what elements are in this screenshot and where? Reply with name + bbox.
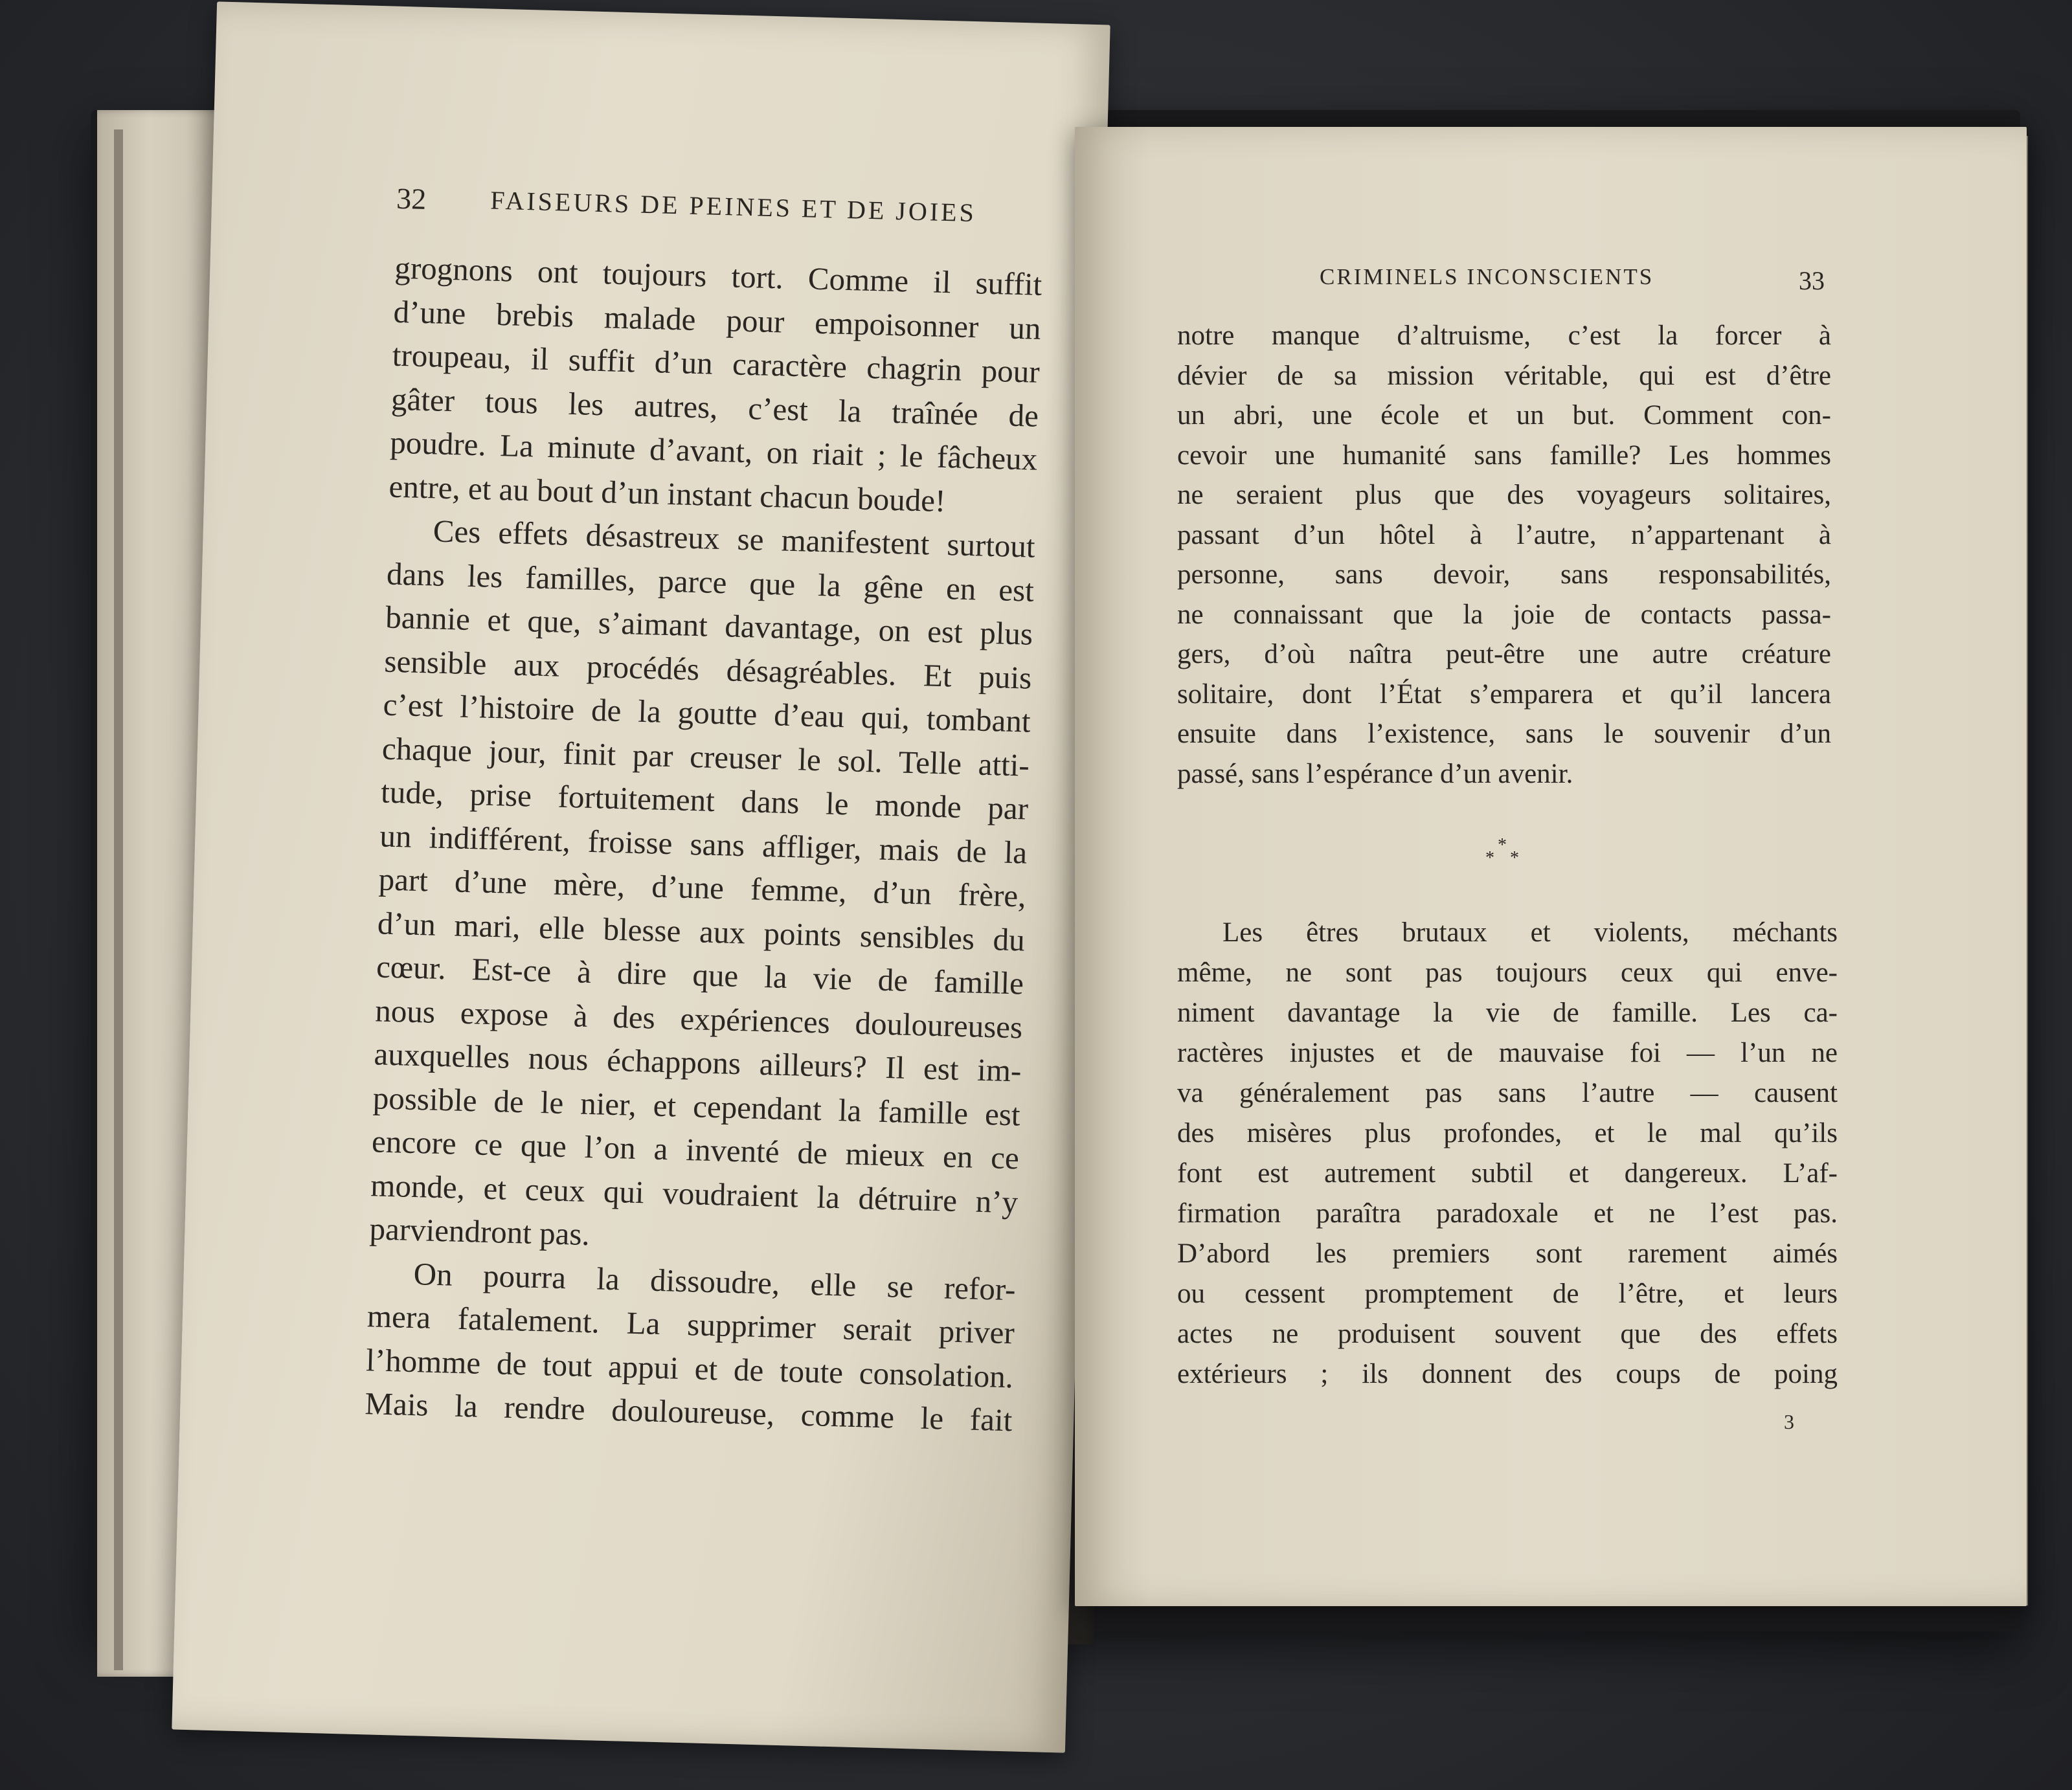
text-line: On pourra la dissoudre, elle se refor-: [413, 1255, 1017, 1307]
left-page-number: 32: [396, 181, 427, 216]
text-line: bannie et que, s’aimant davantage, on est plus: [385, 599, 1033, 652]
text-line: auxquelles nous échappons ailleurs? Il est im-: [373, 1036, 1022, 1089]
text-line: chaque jour, finit par creuser le sol. Telle atti-: [381, 730, 1030, 783]
right-running-head: CRIMINELS INCONSCIENTS: [1320, 264, 1654, 289]
text-line: c’est l’histoire de la goutte d’eau qui, tombant: [383, 686, 1031, 739]
text-line: va généralement pas sans l’autre — causent: [1177, 1078, 1838, 1108]
text-line: firmation paraîtra paradoxale et ne l’est pas.: [1177, 1198, 1838, 1229]
text-line: passant d’un hôtel à l’autre, n’appartenant à: [1177, 519, 1831, 550]
text-line: passé, sans l’espérance d’un avenir.: [1177, 758, 1573, 789]
text-line: dévier de sa mission véritable, qui est d’être: [1177, 360, 1831, 391]
text-line: solitaire, dont l’État s’emparera et qu’il lancera: [1177, 678, 1831, 710]
right-page-number: 33: [1799, 266, 1825, 295]
left-page-text: [365, 246, 1042, 1442]
text-line: gers, d’où naîtra peut-être une autre créature: [1177, 639, 1831, 669]
text-line: un indifférent, froisse sans affliger, mais de la: [379, 817, 1028, 871]
text-line: un abri, une école et un but. Comment con-: [1177, 400, 1831, 431]
text-line: l’homme de tout appui et de toute consolation.: [365, 1341, 1014, 1394]
text-line: même, ne sont pas toujours ceux qui enve-: [1177, 957, 1838, 988]
text-line: Les êtres brutaux et violents, méchants: [1222, 917, 1838, 948]
text-line: font est autrement subtil et dangereux. L’af-: [1177, 1158, 1838, 1189]
text-line: cœur. Est-ce à dire que la vie de famille: [376, 948, 1024, 1001]
text-line: Mais la rendre douloureuse, comme le fait: [364, 1385, 1013, 1438]
text-line: ractères injustes et de mauvaise foi — l’un ne: [1177, 1038, 1838, 1068]
asterism-ornament: * * *: [1485, 835, 1519, 868]
text-line: ne seraient plus que des voyageurs solitaires,: [1177, 480, 1831, 510]
text-line: ou cessent promptement de l’être, et leurs: [1177, 1279, 1838, 1309]
text-line: cevoir une humanité sans famille? Les hommes: [1177, 440, 1831, 471]
text-line: ne connaissant que la joie de contacts passa-: [1177, 599, 1831, 630]
left-running-head: FAISEURS DE PEINES ET DE JOIES: [490, 185, 977, 228]
text-line: parviendront pas.: [368, 1211, 591, 1253]
text-line: extérieurs ; ils donnent des coups de poing: [1177, 1359, 1838, 1389]
text-line: ensuite dans l’existence, sans le souvenir d’un: [1177, 719, 1831, 749]
text-line: troupeau, il suffit d’un caractère chagrin pour: [392, 337, 1041, 390]
text-line: monde, et ceux qui voudraient la détruire n’y: [370, 1167, 1019, 1220]
text-line: des misères plus profondes, et le mal qu’ils: [1177, 1118, 1838, 1148]
text-line: personne, sans devoir, sans responsabilités,: [1177, 559, 1831, 590]
text-line: gâter tous les autres, c’est la traînée de: [390, 381, 1039, 434]
cover-edge: [114, 129, 123, 1670]
text-line: sensible aux procédés désagréables. Et puis: [383, 643, 1032, 696]
text-line: encore ce que l’on a inventé de mieux en ce: [371, 1123, 1020, 1176]
text-line: mera fatalement. La supprimer serait priver: [366, 1298, 1015, 1351]
text-line: dans les familles, parce que la gêne en est: [386, 555, 1035, 609]
signature-mark: 3: [1784, 1410, 1794, 1433]
text-line: nous expose à des expériences douloureuses: [374, 992, 1023, 1045]
text-line: D’abord les premiers sont rarement aimés: [1177, 1238, 1838, 1269]
text-line: Ces effets désastreux se manifestent surtout: [433, 513, 1036, 565]
text-line: possible de le nier, et cependant la famille est: [372, 1079, 1021, 1132]
right-page-paragraph-2: [1177, 913, 1838, 1394]
text-line: tude, prise fortuitement dans le monde par: [380, 774, 1029, 827]
text-line: grognons ont toujours tort. Comme il suffit: [394, 249, 1042, 302]
text-line: niment davantage la vie de famille. Les ca-: [1177, 998, 1838, 1028]
text-line: entre, et au bout d’un instant chacun boude!: [388, 468, 947, 519]
text-line: d’une brebis malade pour empoisonner un: [393, 293, 1042, 346]
text-line: d’un mari, elle blesse aux points sensibles du: [377, 904, 1026, 958]
text-line: part d’une mère, d’une femme, d’un frère,: [378, 861, 1027, 914]
right-page-paragraph-1: [1177, 316, 1831, 794]
text-line: poudre. La minute d’avant, on riait ; le fâcheux: [389, 424, 1038, 477]
text-line: notre manque d’altruisme, c’est la forcer à: [1177, 320, 1831, 351]
left-page: [172, 1, 1110, 1752]
text-line: actes ne produisent souvent que des effets: [1177, 1319, 1838, 1349]
